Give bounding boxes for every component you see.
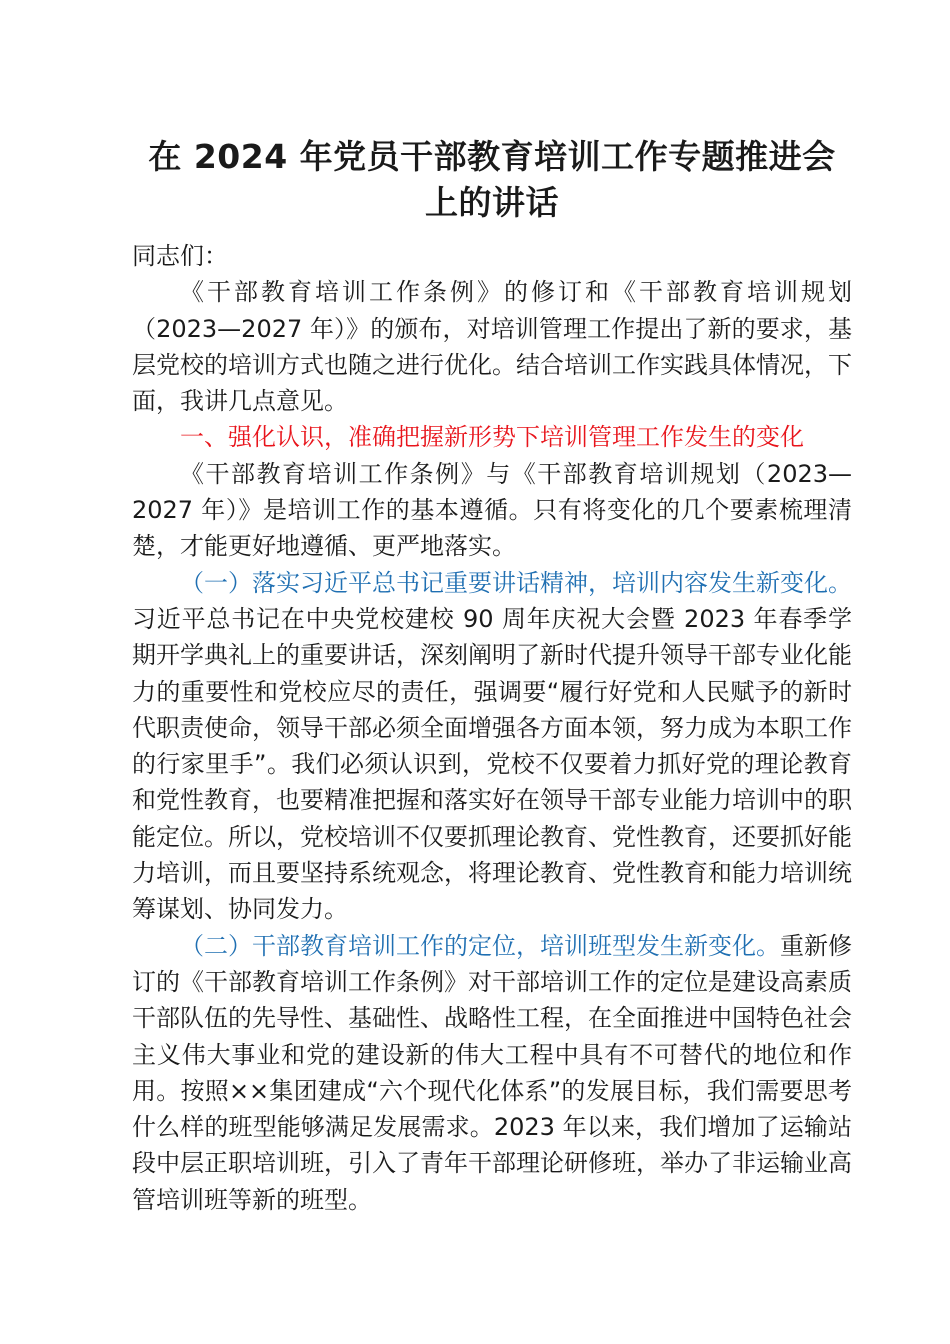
section-1-heading: 一、强化认识，准确把握新形势下培训管理工作发生的变化 [180, 423, 804, 452]
section-1-intro-paragraph: 《干部教育培训工作条例》与《干部教育培训规划（2023—2027 年）》是培训工作的基本遵循。只有将变化的几个要素梳理清楚，才能更好地遵循、更严地落实。 [132, 459, 852, 561]
subsection-2-paragraph [132, 928, 852, 1218]
subsection-1-heading: （一）落实习近平总书记重要讲话精神，培训内容发生新变化。 [180, 568, 852, 597]
intro-paragraph: 《干部教育培训工作条例》的修订和《干部教育培训规划（2023—2027 年）》的颁布，对培训管理工作提出了新的要求，基层党校的培训方式也随之进行优化。结合培训工作实践具体情况，下面，我讲几点意见。 [132, 278, 852, 416]
document-title: 在 2024 年党员干部教育培训工作专题推进会上的讲话 [148, 137, 836, 222]
document-page [132, 134, 852, 1218]
subsection-1-body: 习近平总书记在中央党校建校 90 周年庆祝大会暨 2023 年春季学期开学典礼上的重要讲话，深刻阐明了新时代提升领导干部专业化能力的重要性和党校应尽的责任，强调要“履行好党和人民赋予的新时代职责使命，领导干部必须全面增强各方面本领，努力成为本职工作的行家里手”。我们必须认识到，党校不仅要着力抓好党的理论教育和党性教育，也要精准把握和落实好在领导干部专业能力培训中的职能定位。所以，党校培训不仅要抓理论教育、党性教育，还要抓好能力培训，而且要坚持系统观念，将理论教育、党性教育和能力培训统筹谋划、协同发力。 [132, 604, 852, 924]
subsection-1-paragraph [132, 565, 852, 928]
subsection-2-heading: （二）干部教育培训工作的定位，培训班型发生新变化。 [180, 931, 780, 960]
subsection-2-body: 重新修订的《干部教育培训工作条例》对干部培训工作的定位是建设高素质干部队伍的先导性、基础性、战略性工程，在全面推进中国特色社会主义伟大事业和党的建设新的伟大工程中具有不可替代的地位和作用。按照××集团建成“六个现代化体系”的发展目标，我们需要思考什么样的班型能够满足发展需求。2023 年以来，我们增加了运输站段中层正职培训班，引入了青年干部理论研修班，举办了非运输业高管培训班等新的班型。 [132, 931, 852, 1214]
greeting: 同志们： [132, 242, 228, 270]
document-body [132, 238, 852, 1218]
